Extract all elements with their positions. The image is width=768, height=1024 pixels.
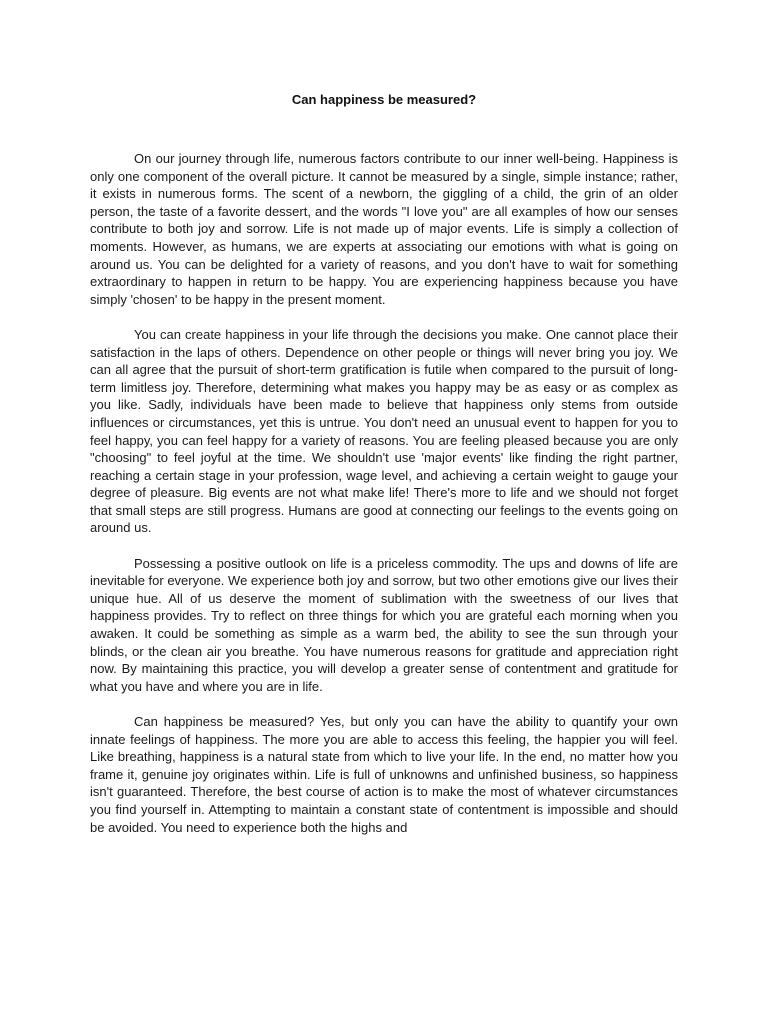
document-body <box>90 150 678 854</box>
paragraph-1: On our journey through life, numerous factors contribute to our inner well-being. Happiness is only one component of the overall picture. It cannot be measured by a single, simple instance; rather, it exists in numerous forms. The scent of a newborn, the giggling of a child, the grin of an older person, the taste of a favorite dessert, and the words "I love you" are all examples of how our senses contribute to both joy and sorrow. Life is not made up of major events. Life is simply a collection of moments. However, as humans, we are experts at associating our emotions with what is going on around us. You can be delighted for a variety of reasons, and you don't have to wait for something extraordinary to happen in return to be happy. You are experiencing happiness because you have simply 'chosen' to be happy in the present moment. <box>90 151 678 307</box>
document-title: Can happiness be measured? <box>291 92 477 107</box>
paragraph-4: Can happiness be measured? Yes, but only you can have the ability to quantify your own innate feelings of happiness. The more you are able to access this feeling, the happier you will feel. Like breathing, happiness is a natural state from which to live your life. In the end, no matter how you frame it, genuine joy originates within. Life is full of unknowns and unfinished business, so happiness isn't guaranteed. Therefore, the best course of action is to make the most of whatever circumstances you find yourself in. Attempting to maintain a constant state of contentment is impossible and should be avoided. You need to experience both the highs and <box>90 714 678 835</box>
paragraph-2: You can create happiness in your life through the decisions you make. One cannot place their satisfaction in the laps of others. Dependence on other people or things will never bring you joy. We can all agree that the pursuit of short-term gratification is futile when compared to the pursuit of long-term limitless joy. Therefore, determining what makes you happy may be as easy or as complex as you like. Sadly, individuals have been made to believe that happiness only stems from outside influences or circumstances, yet this is untrue. You don't need an unusual event to happen for you to feel happy, you can feel happy for a variety of reasons. You are feeling pleased because you are only "choosing" to feel joyful at the time. We shouldn't use 'major events' like finding the right partner, reaching a certain stage in your profession, wage level, and achieving a certain weight to gauge your degree of pleasure. Big events are not what make life! There's more to life and we should not forget that small steps are still progress. Humans are good at connecting our feelings to the events going on around us. <box>90 326 678 536</box>
paragraph-3: Possessing a positive outlook on life is a priceless commodity. The ups and downs of life are inevitable for everyone. We experience both joy and sorrow, but two other emotions give our lives their unique hue. All of us deserve the moment of sublimation with the sweetness of our lives that happiness provides. Try to reflect on three things for which you are grateful each morning when you awaken. It could be something as simple as a warm bed, the ability to see the sun through your blinds, or the clean air you breathe. You have numerous reasons for gratitude and appreciation right now. By maintaining this practice, you will develop a greater sense of contentment and gratitude for what you have and where you are in life. <box>90 555 678 694</box>
